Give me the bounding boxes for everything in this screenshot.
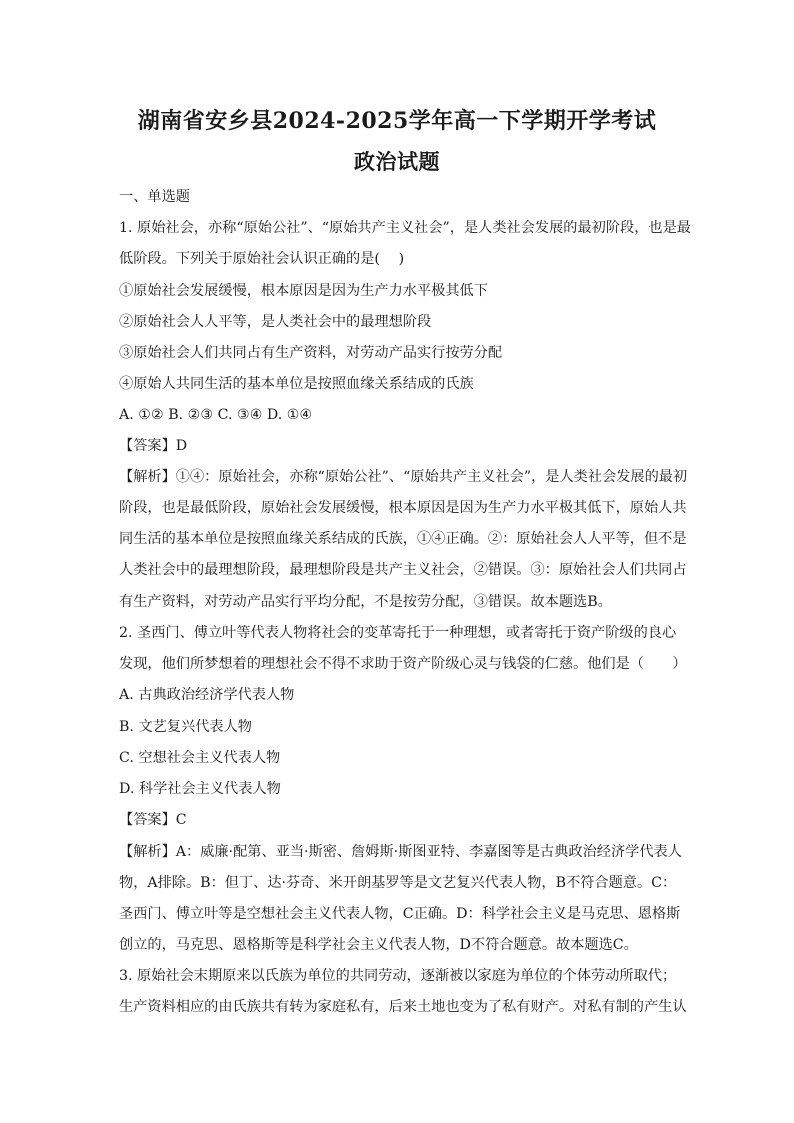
q2-answer: 【答案】C [119,812,187,828]
q1-options: A. ①② B. ②③ C. ③④ D. ①④ [119,407,313,423]
q1-stem-line: 1. 原始社会，亦称“原始公社”、“原始共产主义社会”，是人类社会发展的最初阶段，也是最 [119,220,691,236]
q2-analysis-line: 【解析】A：威廉·配第、亚当·斯密、詹姆斯·斯图亚特、李嘉图等是古典政治经济学代表人 [119,844,682,860]
q2-option: B. 文艺复兴代表人物 [119,719,252,735]
q2-option: A. 古典政治经济学代表人物 [119,687,295,703]
q2-analysis-line: 物，A排除。B：但丁、达·芬奇、米开朗基罗等是文艺复兴代表人物，B不符合题意。C： [119,875,677,891]
q1-analysis-line: 同生活的基本单位是按照血缘关系结成的氏族，①④正确。②：原始社会人人平等，但不是 [119,531,687,547]
q1-answer: 【答案】D [119,438,188,454]
q1-statement: ①原始社会发展缓慢，根本原因是因为生产力水平极其低下 [119,283,488,299]
q1-analysis-line: 人类社会中的最理想阶段，最理想阶段是共产主义社会，②错误。③：原始社会人们共同占 [119,562,687,578]
q1-analysis-line: 阶段，也是最低阶段，原始社会发展缓慢，根本原因是因为生产力水平极其低下，原始人共 [119,500,687,516]
q1-statement: ②原始社会人人平等，是人类社会中的最理想阶段 [119,314,432,330]
q1-analysis-line: 有生产资料，对劳动产品实行平均分配，不是按劳分配，③错误。故本题选B。 [119,594,612,610]
exam-subject: 政治试题 [354,149,440,174]
q3-stem-line: 3. 原始社会末期原来以氏族为单位的共同劳动，逐渐被以家庭为单位的个体劳动所取代； [119,968,677,984]
q2-option: D. 科学社会主义代表人物 [119,781,281,797]
exam-title: 湖南省安乡县2024-2025学年高一下学期开学考试 [137,108,657,134]
q1-statement: ④原始人共同生活的基本单位是按照血缘关系结成的氏族 [119,376,474,392]
section-heading: 一、单选题 [119,189,190,205]
q2-option: C. 空想社会主义代表人物 [119,750,281,766]
q2-stem-line: 2. 圣西门、傅立叶等代表人物将社会的变革寄托于一种理想，或者寄托于资产阶级的良心 [119,625,677,641]
q1-statement: ③原始社会人们共同占有生产资料，对劳动产品实行按劳分配 [119,345,503,361]
q1-analysis-line: 【解析】①④：原始社会，亦称“原始公社”、“原始共产主义社会”，是人类社会发展的最初 [119,469,688,485]
q2-analysis-line: 圣西门、傅立叶等是空想社会主义代表人物，C正确。D：科学社会主义是马克思、恩格斯 [119,906,681,922]
q2-stem-line: 发现，他们所梦想着的理想社会不得不求助于资产阶级心灵与钱袋的仁慈。他们是（ ） [119,656,687,672]
q3-stem-line: 生产资料相应的由氏族共有转为家庭私有，后来土地也变为了私有财产。对私有制的产生认 [119,999,687,1015]
q2-analysis-line: 创立的，马克思、恩格斯等是科学社会主义代表人物，D不符合题意。故本题选C。 [119,937,638,953]
q1-stem-line: 低阶段。下列关于原始社会认识正确的是( ) [119,251,405,267]
